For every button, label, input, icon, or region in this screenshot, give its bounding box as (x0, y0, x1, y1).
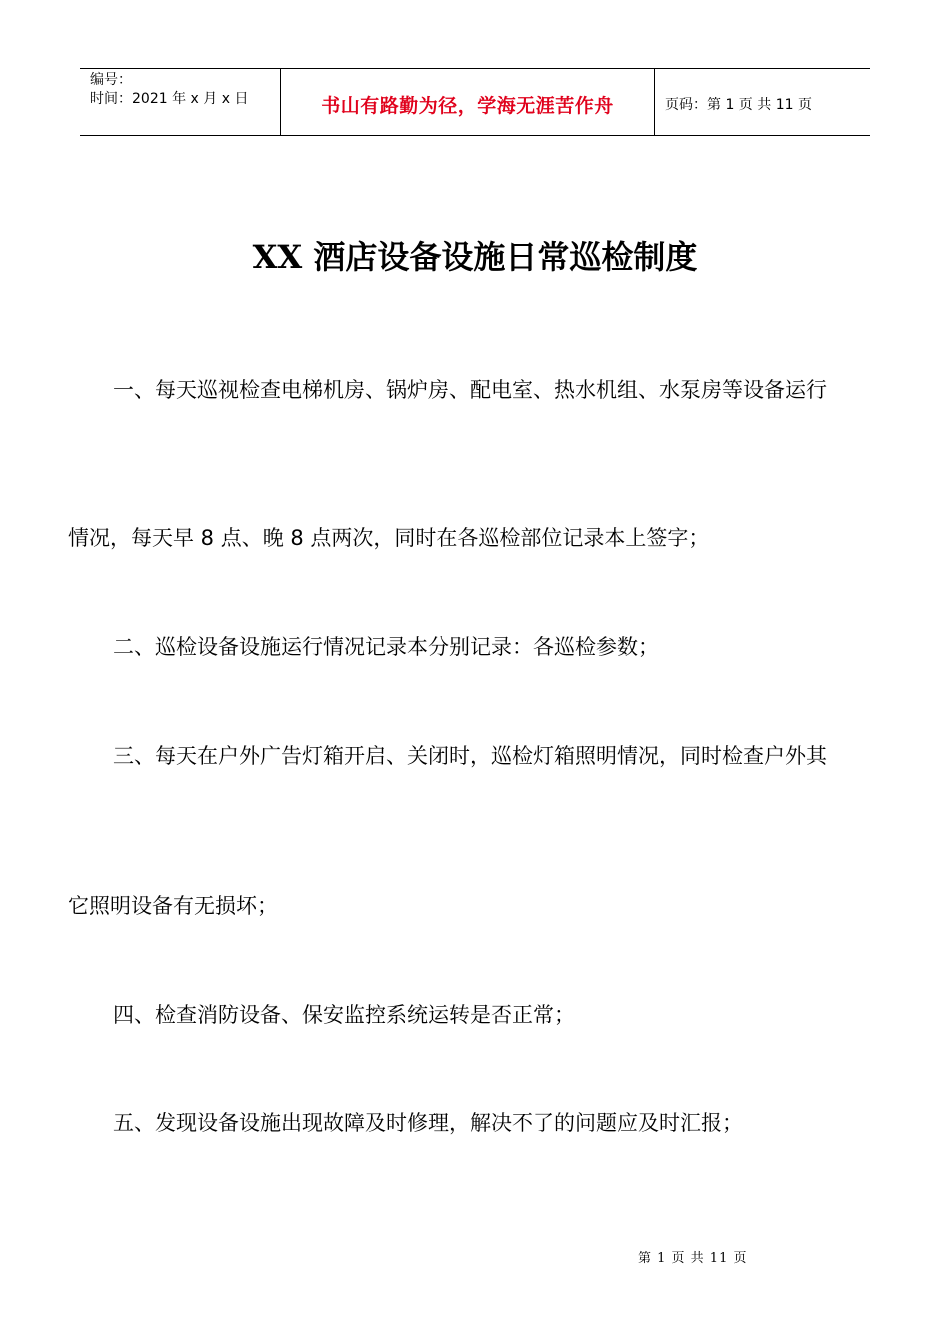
header-meta-cell (80, 69, 281, 135)
header-page-cell (655, 69, 870, 135)
document-time-label: 时间：2021 年 x 月 x 日 (90, 91, 249, 107)
paragraph-line: 情况，每天早 8 点、晚 8 点两次，同时在各巡检部位记录本上签字； (68, 526, 710, 550)
paragraph-line: 它照明设备有无损坏； (68, 894, 278, 918)
paragraph-line: 五、发现设备设施出现故障及时修理，解决不了的问题应及时汇报； (113, 1111, 743, 1135)
page-footer: 第 1 页 共 11 页 (638, 1251, 748, 1266)
document-number-label: 编号： (90, 72, 132, 88)
document-header (80, 68, 870, 136)
paragraph-line: 四、检查消防设备、保安监控系统运转是否正常； (113, 1003, 575, 1027)
header-page-info: 页码：第 1 页 共 11 页 (665, 97, 812, 113)
document-title: XX 酒店设备设施日常巡检制度 (252, 238, 698, 276)
paragraph-line: 一、每天巡视检查电梯机房、锅炉房、配电室、热水机组、水泵房等设备运行 (113, 378, 827, 402)
paragraph-line: 二、巡检设备设施运行情况记录本分别记录：各巡检参数； (113, 635, 659, 659)
header-motto-cell (281, 69, 655, 135)
paragraph-line: 三、每天在户外广告灯箱开启、关闭时，巡检灯箱照明情况，同时检查户外其 (113, 744, 827, 768)
header-motto: 书山有路勤为径，学海无涯苦作舟 (321, 94, 614, 117)
